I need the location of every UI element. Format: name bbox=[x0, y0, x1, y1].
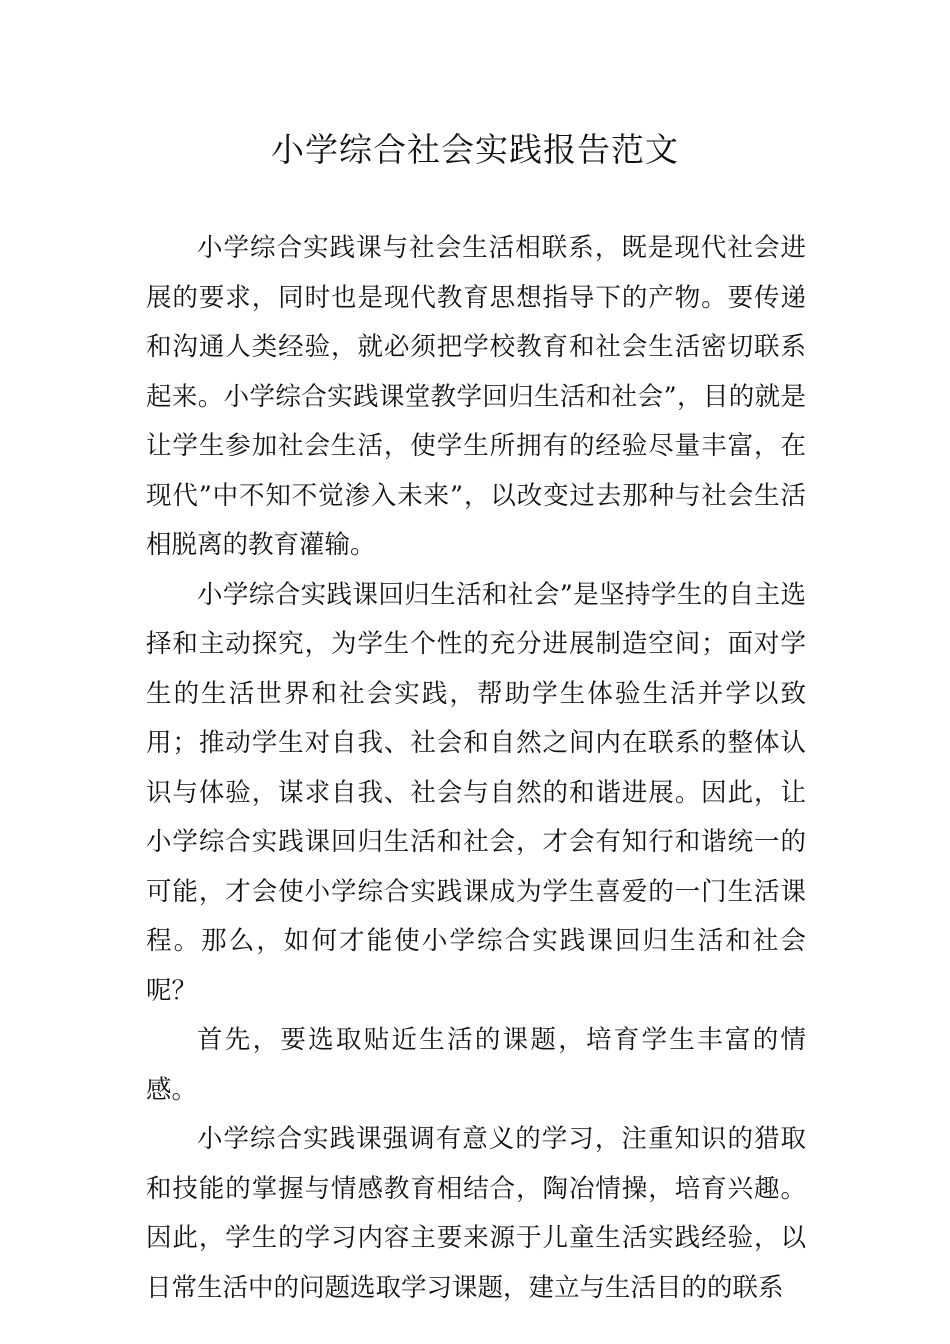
document-body bbox=[146, 224, 806, 1313]
paragraph-2: 小学综合实践课回归生活和社会”是坚持学生的自主选择和主动探究，为学生个性的充分进展制造空间；面对学生的生活世界和社会实践，帮助学生体验生活并学以致用；推动学生对自我、社会和自然之间内在联系的整体认识与体验，谋求自我、社会与自然的和谐进展。因此，让小学综合实践课回归生活和社会，才会有知行和谐统一的可能，才会使小学综合实践课成为学生喜爱的一门生活课程。那么，如何才能使小学综合实践课回归生活和社会呢？ bbox=[146, 579, 806, 1006]
paragraph-4: 小学综合实践课强调有意义的学习，注重知识的猎取和技能的掌握与情感教育相结合，陶冶情操，培育兴趣。因此，学生的学习内容主要来源于儿童生活实践经验，以日常生活中的问题选取学习课题，建立与生活目的的联系 bbox=[146, 1124, 806, 1303]
document-title: 小学综合社会实践报告范文 bbox=[271, 130, 679, 169]
paragraph-3: 首先，要选取贴近生活的课题，培育学生丰富的情感。 bbox=[146, 1025, 806, 1105]
paragraph-1: 小学综合实践课与社会生活相联系，既是现代社会进展的要求，同时也是现代教育思想指导下的产物。要传递和沟通人类经验，就必须把学校教育和社会生活密切联系起来。小学综合实践课堂教学回归生活和社会”，目的就是让学生参加社会生活，使学生所拥有的经验尽量丰富，在现代”中不知不觉渗入未来”，以改变过去那种与社会生活相脱离的教育灌输。 bbox=[146, 233, 806, 560]
